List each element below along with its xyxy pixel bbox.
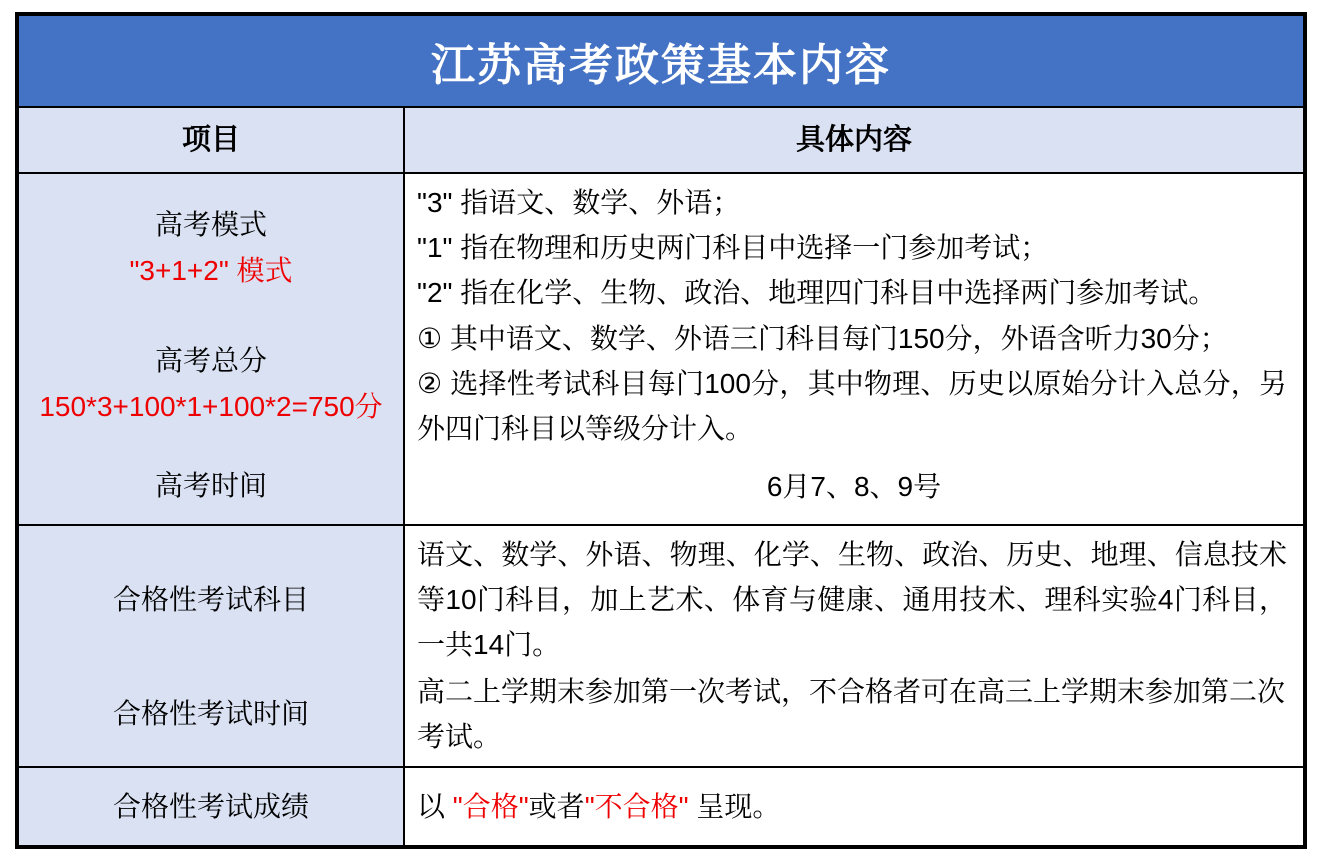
content-part: 以 [417,791,453,822]
row-content-cell [405,174,1303,321]
row-content-cell [405,662,1303,766]
content-line: "2" 指在化学、生物、政治、地理四门科目中选择两门参加考试。 [417,277,1217,308]
content-line: "3" 指语文、数学、外语； [417,187,741,218]
row-label-sub: 150*3+100*1+100*2=750分 [39,390,383,422]
table-row-qualification-exam-result [19,768,1303,845]
row-label: 合格性考试时间 [112,698,309,729]
row-content-cell [405,448,1303,524]
row-label: 合格性考试科目 [112,583,309,615]
table-row-gaokao-mode [19,174,1303,310]
row-label-cell [19,448,405,524]
row-content-cell [405,310,1303,457]
row-label: 高考模式 [154,208,267,240]
table-title-bar [19,16,1303,108]
content-line: 高二上学期末参加第一次考试，不合格者可在高三上学期末参加第二次考试。 [417,676,1286,752]
table-row-gaokao-date [19,448,1303,526]
content-line: 语文、数学、外语、物理、化学、生物、政治、历史、地理、信息技术等10门科目，加上艺术、体育与健康、通用技术、理科实验4门科目， 一共14门。 [417,539,1287,660]
table-row-qualification-exam-time [19,662,1303,768]
row-label-cell [19,310,405,457]
row-label: 合格性考试成绩 [112,790,309,822]
row-label-cell [19,174,405,321]
row-label-cell [19,768,405,845]
table-header-row [19,108,1303,174]
policy-table [15,12,1307,849]
row-content-cell [405,768,1303,845]
row-label: 高考总分 [154,344,267,376]
row-label-sub: "3+1+2" 模式 [129,254,293,286]
table-row-gaokao-total-score [19,310,1303,448]
row-label: 高考时间 [154,470,267,501]
table-title: 江苏高考政策基本内容 [431,41,891,90]
content-line [417,784,1287,829]
content-line: 6月7、8、9号 [766,470,942,502]
row-label-cell [19,662,405,766]
header-cell-content: 具体内容 [405,108,1303,172]
content-line: "1" 指在物理和历史两门科目中选择一门参加考试； [417,232,1049,263]
content-part: 呈现。 [688,791,781,822]
content-part-fail: "不合格" [584,791,689,822]
content-part-pass: "合格" [452,791,529,822]
table-row-qualification-exam-subjects [19,526,1303,662]
row-label-cell [19,526,405,673]
content-part: 或者 [528,791,585,822]
row-content-cell [405,526,1303,673]
content-line: ② 选择性考试科目每门100分，其中物理、历史以原始分计入总分，另外四门科目以等级分计入。 [417,368,1287,444]
header-cell-item: 项目 [19,108,405,172]
content-line: ① 其中语文、数学、外语三门科目每门150分，外语含听力30分； [417,323,1228,354]
